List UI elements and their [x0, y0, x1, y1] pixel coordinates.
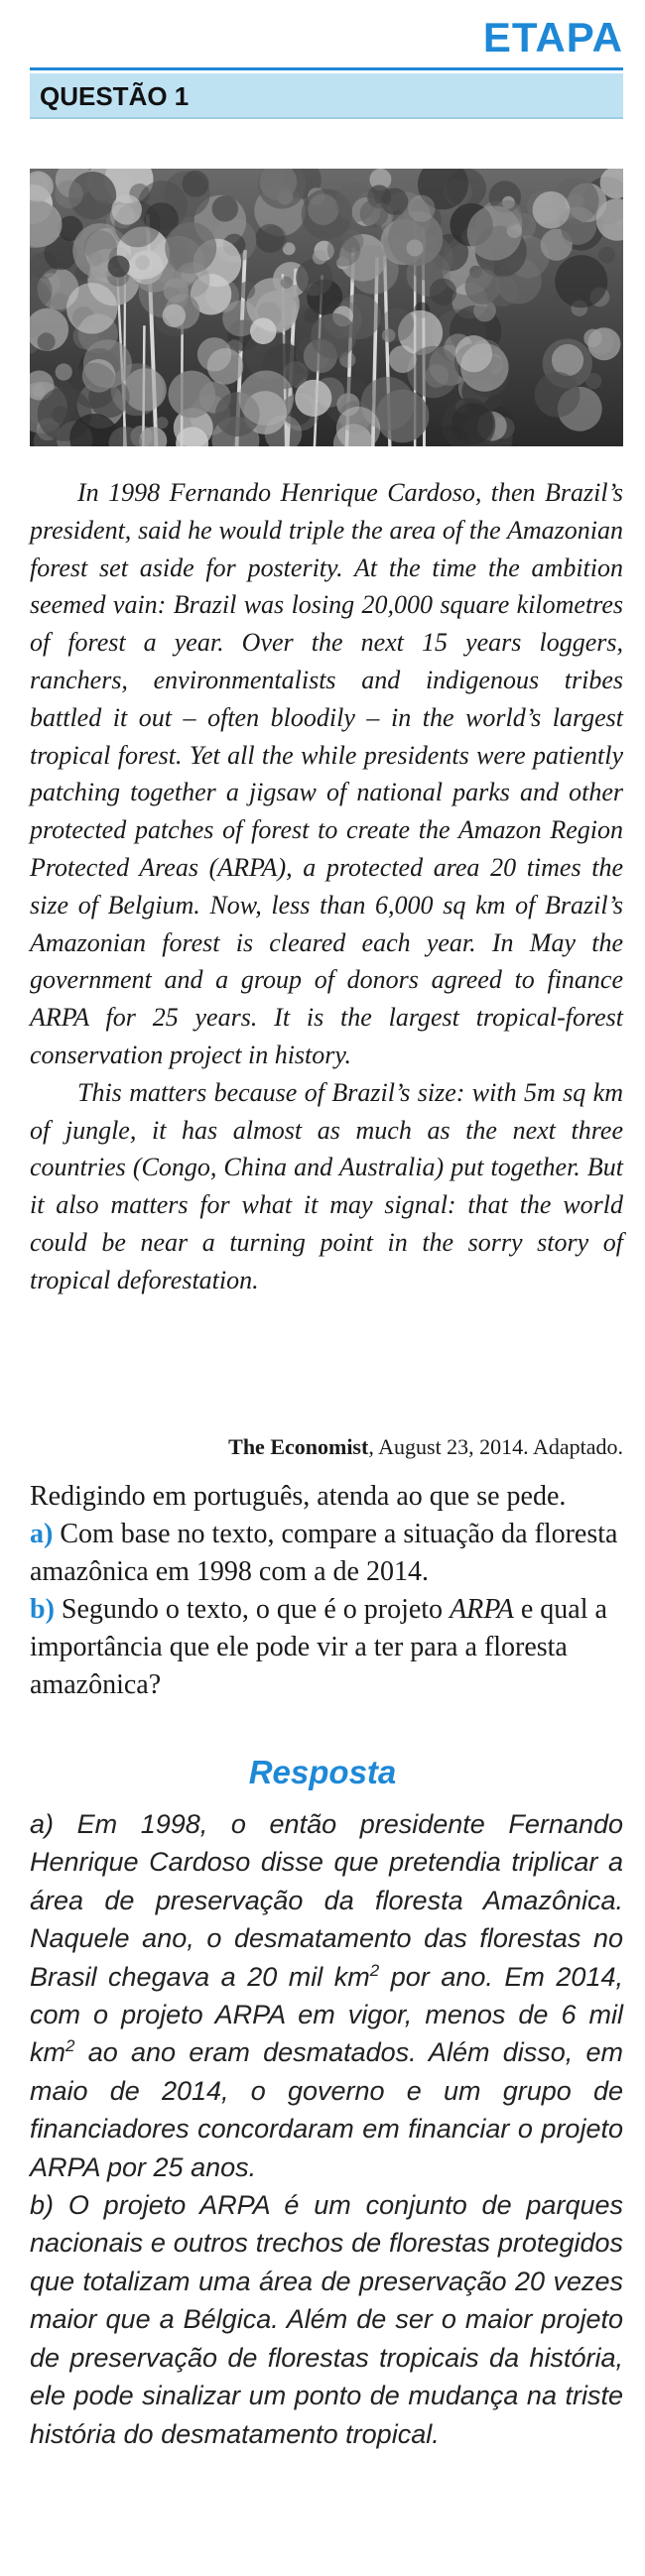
question-header	[30, 73, 623, 119]
answer-a-part-3: ao ano eram desmatados. Além disso, em maio de 2014, o governo e um grupo de financiadores concordaram em financiar o projeto ARPA por 25 anos.	[30, 2037, 623, 2182]
passage-paragraph-2: This matters because of Brazil’s size: with 5m sq km of jungle, it has almost as much as the next three countries (Congo, China and Australia) put together. But it also matters for what it may signal: that the world could be near a turning point in the sorry story of tropical deforestation.	[30, 1077, 623, 1294]
item-a-label: a)	[30, 1519, 54, 1549]
forest-photo	[30, 169, 623, 446]
passage-text	[30, 474, 623, 1299]
brand-logo: ETAPA	[482, 14, 623, 61]
answer-b: b) O projeto ARPA é um conjunto de parques nacionais e outros trechos de florestas protegidos que totalizam uma área de preservação 20 vezes maior que a Bélgica. Além de ser o maior projeto de preservação de florestas tropicais da história, ele pode sinalizar um ponto de mudança na triste história do desmatamento tropical.	[30, 2190, 623, 2449]
source-details: , August 23, 2014. Adaptado.	[368, 1434, 623, 1459]
item-a-text: Com base no texto, compare a situação da floresta amazônica em 1998 com a de 2014.	[30, 1519, 618, 1587]
answer-a	[30, 1805, 623, 2186]
item-b-text-1: Segundo o texto, o que é o projeto	[54, 1594, 451, 1625]
answer-a-part-1: a) Em 1998, o então presidente Fernando Henrique Cardoso disse que pretendia triplicar a área de preservação da floresta Amazônica. Naquele ano, o desmatamento das florestas no Brasil chegava a 20 mil km	[30, 1809, 623, 1992]
prompt-item-a	[30, 1516, 623, 1591]
item-b-label: b)	[30, 1594, 55, 1625]
answer-title: Resposta	[248, 1754, 397, 1790]
passage-paragraph-1: In 1998 Fernando Henrique Cardoso, then Brazil’s president, said he would triple the area of the Amazonian forest set aside for posterity. At the time the ambition seemed vain: Brazil was losing 20,000 square kilometres of forest a year. Over the next 15 years loggers, ranchers, environmentalists and indigenous tribes battled it out – often bloodily – in the world’s largest tropical forest. Yet all the while presidents were patiently patching together a jigsaw of national parks and other protected patches of forest to create the Amazon Region Protected Areas (ARPA), a protected area 20 times the size of Belgium. Now, less than 6,000 sq km of Brazil’s Amazonian forest is cleared each year. In May the government and a group of donors agreed to finance ARPA for 25 years. It is the largest tropical-forest conservation project in history.	[30, 478, 623, 1069]
answer-a-sup-1: 2	[369, 1960, 380, 1980]
answer-a-part-2: por ano. Em 2014, com o projeto ARPA em vigor, menos de 6 mil km	[30, 1961, 623, 2068]
question-prompt	[30, 1478, 623, 1704]
prompt-intro: Redigindo em português, atenda ao que se pede.	[30, 1481, 567, 1512]
prompt-item-b	[30, 1591, 623, 1704]
source-name: The Economist	[228, 1434, 369, 1459]
header-rule	[30, 67, 623, 70]
answer-a-sup-2: 2	[65, 2036, 75, 2056]
source-citation	[228, 1434, 623, 1460]
forest-photo-graphic	[30, 169, 623, 446]
item-b-text-2: e qual a importância que ele pode vir a ter para a floresta amazônica?	[30, 1594, 607, 1700]
item-b-arpa: ARPA	[450, 1594, 514, 1625]
question-label: QUESTÃO 1	[40, 81, 190, 111]
answer-text	[30, 1805, 623, 2453]
